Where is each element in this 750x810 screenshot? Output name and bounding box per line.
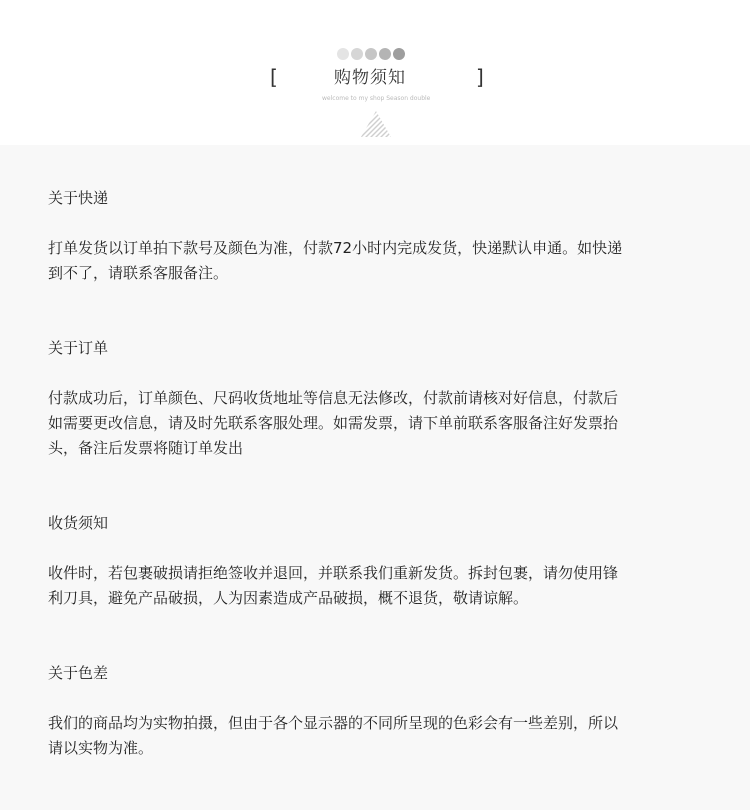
page-header: [0, 0, 750, 145]
section-title-orders: 关于订单: [48, 339, 109, 357]
section-title-receiving: 收货须知: [48, 514, 109, 532]
body-line: 如需要更改信息，请及时先联系客服处理。如需发票，请下单前联系客服备注好发票抬: [48, 414, 619, 432]
section-body-shipping: [48, 236, 708, 286]
body-line: 打单发货以订单拍下款号及颜色为准，付款72小时内完成发货，快递默认申通。如快递: [48, 239, 623, 257]
decorative-dots: [337, 48, 417, 60]
body-line: 我们的商品均为实物拍摄，但由于各个显示器的不同所呈现的色彩会有一些差别，所以: [48, 714, 619, 732]
page-subtitle: welcome to my shop Season double: [322, 95, 431, 102]
striped-triangle-icon: [360, 110, 392, 138]
left-bracket: [: [270, 65, 278, 89]
body-line: 到不了，请联系客服备注。: [48, 264, 229, 282]
body-line: 头，备注后发票将随订单发出: [48, 439, 244, 457]
dot-icon: [365, 48, 377, 60]
section-body-color: [48, 711, 708, 761]
dot-icon: [393, 48, 405, 60]
section-title-color: 关于色差: [48, 664, 109, 682]
dot-icon: [379, 48, 391, 60]
right-bracket: ]: [476, 65, 484, 89]
notice-content: [0, 145, 750, 810]
body-line: 请以实物为准。: [48, 739, 154, 757]
section-title-shipping: 关于快递: [48, 189, 109, 207]
section-body-receiving: [48, 561, 708, 611]
body-line: 付款成功后，订单颜色、尺码收货地址等信息无法修改，付款前请核对好信息，付款后: [48, 389, 619, 407]
dot-icon: [351, 48, 363, 60]
body-line: 利刀具，避免产品破损，人为因素造成产品破损，概不退货，敬请谅解。: [48, 589, 529, 607]
dot-icon: [337, 48, 349, 60]
body-line: 收件时，若包裹破损请拒绝签收并退回，并联系我们重新发货。拆封包裹，请勿使用锋: [48, 564, 619, 582]
section-body-orders: [48, 386, 708, 461]
page-title: 购物须知: [334, 68, 406, 88]
